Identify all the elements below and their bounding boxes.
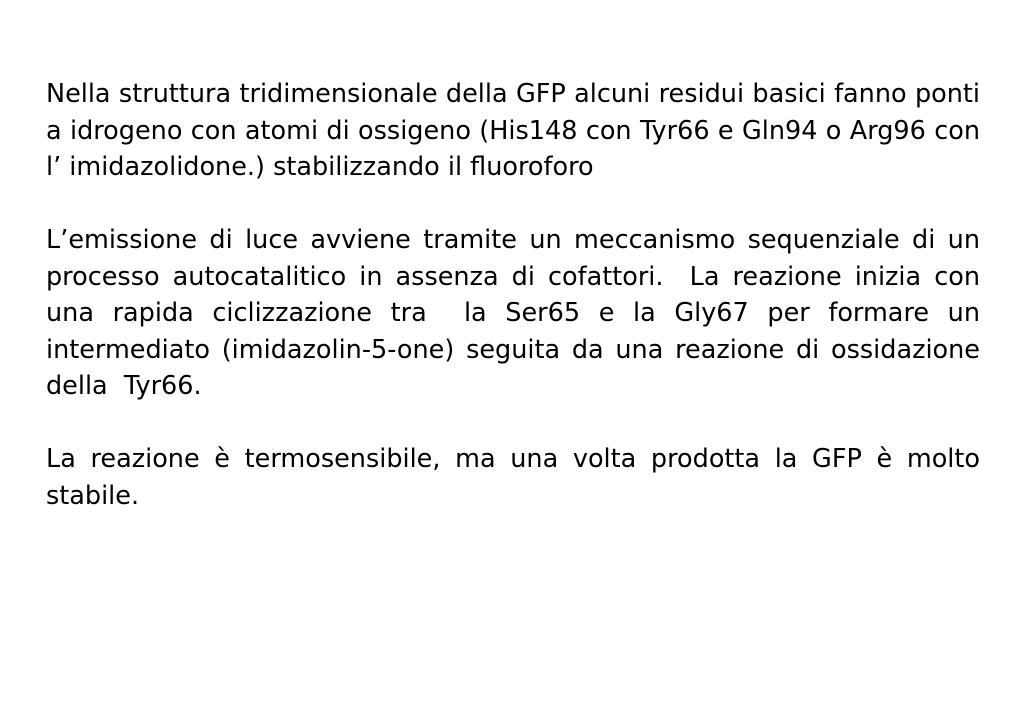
text-body [46,76,989,551]
paragraph-light-emission: L’emissione di luce avviene tramite un meccanismo sequenziale di un processo autocatalitico in assenza di cofattori. La reazione inizia con una rapida ciclizzazione tra la Ser65 e la Gly67 per formare un intermediato (imidazolin-5-one) seguita da una reazione di ossidazione della Tyr66. [46,225,989,401]
paragraph-gfp-structure: Nella struttura tridimensionale della GFP alcuni residui basici fanno ponti a idrogeno con atomi di ossigeno (His148 con Tyr66 e Gln94 o Arg96 con l’ imidazolidone.) stabilizzando il fluoroforo [46,79,989,182]
paragraph-thermosensitivity: La reazione è termosensibile, ma una volta prodotta la GFP è molto stabile. [46,444,989,511]
